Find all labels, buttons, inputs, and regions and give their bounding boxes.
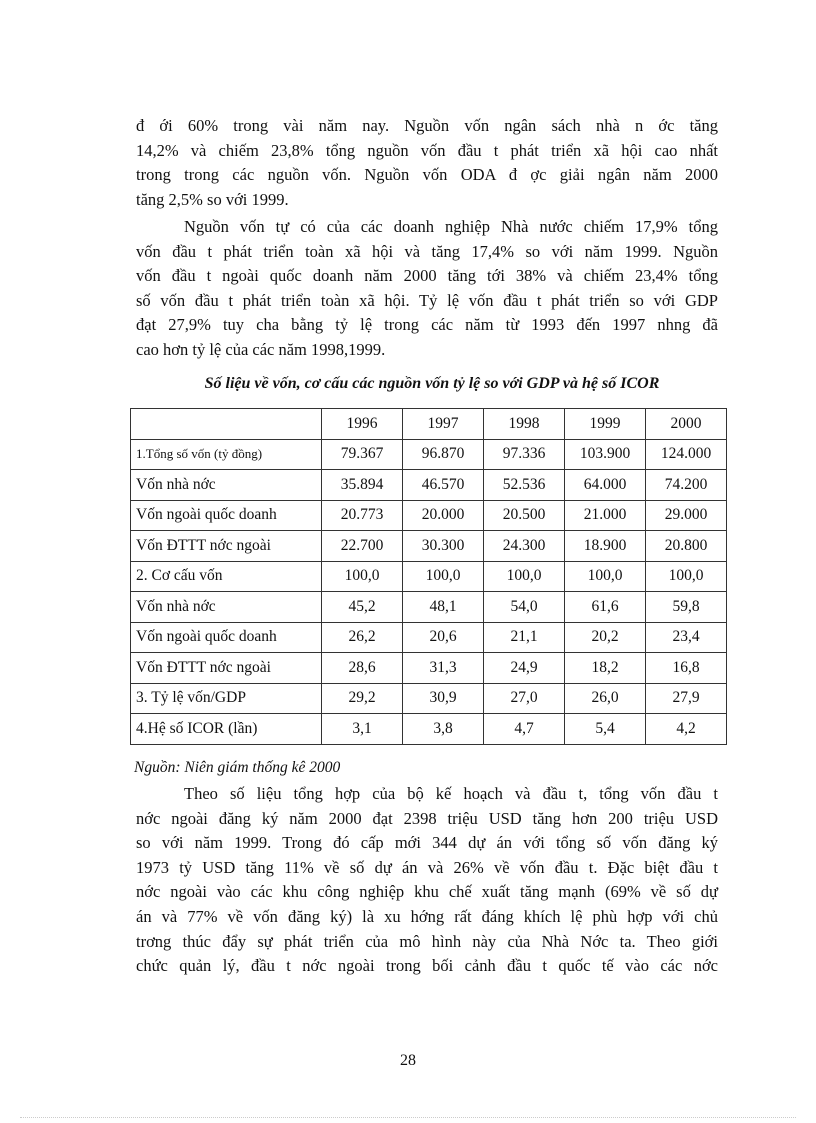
table-cell: 23,4 [646,622,727,653]
table-cell: 20.500 [484,500,565,531]
table-cell: 54,0 [484,592,565,623]
year-header: 1997 [403,409,484,440]
table-cell: 27,0 [484,683,565,714]
text-line: 1973 tỷ USD tăng 11% về số dự án và 26% về vốn đầu t. Đặc biệt đầu t [136,857,718,877]
table-cell: 5,4 [565,714,646,745]
table-cell: 21.000 [565,500,646,531]
table-row [131,653,727,684]
table-cell: 79.367 [322,439,403,470]
table-row [131,683,727,714]
row-label: 1.Tổng số vốn (tỷ đồng) [131,439,322,470]
table-cell: 96.870 [403,439,484,470]
table-cell: 20,6 [403,622,484,653]
table-cell: 64.000 [565,470,646,501]
table-source-note: Nguồn: Niên giám thống kê 2000 [134,759,341,776]
table-row [131,714,727,745]
table-cell: 30.300 [403,531,484,562]
table-cell: 16,8 [646,653,727,684]
table-cell: 100,0 [403,561,484,592]
table-cell: 22.700 [322,531,403,562]
text-line: án và 77% về vốn đăng ký) là xu hớng rất đáng khích lệ phù hợp với chủ [136,906,718,926]
table-cell: 97.336 [484,439,565,470]
row-label: Vốn ngoài quốc doanh [131,622,322,653]
row-label: Vốn ngoài quốc doanh [131,500,322,531]
table-cell: 27,9 [646,683,727,714]
table-cell: 29,2 [322,683,403,714]
text-line: so với năm 1999. Trong đó cấp mới 344 dự án với tổng số vốn đăng ký [136,833,718,853]
text-line: nớc ngoài đăng ký năm 2000 đạt 2398 triệu USD tăng hơn 200 triệu USD [136,808,718,828]
row-label: Vốn nhà nớc [131,470,322,501]
table-cell: 3,1 [322,714,403,745]
text-line: Nguồn vốn tự có của các doanh nghiệp Nhà nước chiếm 17,9% tổng [184,217,718,236]
table-row [131,531,727,562]
table-cell: 100,0 [646,561,727,592]
table-row [131,500,727,531]
table-cell: 24,9 [484,653,565,684]
table-row [131,470,727,501]
text-line: trong trong các nguồn vốn. Nguồn vốn ODA đ ợc giải ngân năm 2000 [136,165,718,185]
table-cell: 46.570 [403,470,484,501]
table-cell: 52.536 [484,470,565,501]
table-cell: 103.900 [565,439,646,470]
table-cell: 26,2 [322,622,403,653]
table-cell: 31,3 [403,653,484,684]
table-cell: 20.000 [403,500,484,531]
text-line: nớc ngoài vào các khu công nghiệp khu chế xuất tăng mạnh (69% về số dự [136,882,718,902]
year-header: 1999 [565,409,646,440]
paragraph-1 [136,114,718,212]
header-empty-cell [131,409,322,440]
paragraph-3 [136,782,718,979]
table-cell: 4,2 [646,714,727,745]
text-line: đạt 27,9% tuy cha bằng tỷ lệ trong các năm từ 1993 đến 1997 nhng đã [136,315,718,335]
text-line: vốn đầu t ngoài quốc doanh năm 2000 tăng tới 38% và chiếm 23,4% tổng [136,266,718,286]
table-cell: 124.000 [646,439,727,470]
text-line: 14,2% và chiếm 23,8% tổng nguồn vốn đầu t phát triển xã hội cao nhất [136,140,718,160]
table-row [131,622,727,653]
year-header: 1996 [322,409,403,440]
table-cell: 26,0 [565,683,646,714]
table-cell: 29.000 [646,500,727,531]
table-cell: 100,0 [484,561,565,592]
text-line: vốn đầu t phát triển toàn xã hội và tăng 17,4% so với năm 1999. Nguồn [136,241,718,261]
table-cell: 30,9 [403,683,484,714]
row-label: 2. Cơ cấu vốn [131,561,322,592]
table-cell: 3,8 [403,714,484,745]
row-label: 3. Tỷ lệ vốn/GDP [131,683,322,714]
table-caption: Số liệu về vốn, cơ cấu các nguồn vốn tỷ lệ so với GDP và hệ số ICOR [204,375,660,392]
text-line: số vốn đầu t phát triển toàn xã hội. Tỷ lệ vốn đầu t phát triển so với GDP [136,290,718,310]
row-label: Vốn ĐTTT nớc ngoài [131,531,322,562]
paragraph-2 [136,215,718,363]
table-cell: 20,2 [565,622,646,653]
table-row [131,592,727,623]
table-cell: 74.200 [646,470,727,501]
table-cell: 45,2 [322,592,403,623]
year-header: 2000 [646,409,727,440]
table-row [131,561,727,592]
table-row [131,439,727,470]
table-cell: 100,0 [565,561,646,592]
table-cell: 61,6 [565,592,646,623]
text-line: cao hơn tỷ lệ của các năm 1998,1999. [136,339,386,359]
table-cell: 28,6 [322,653,403,684]
table-cell: 59,8 [646,592,727,623]
row-label: Vốn ĐTTT nớc ngoài [131,653,322,684]
text-line: tăng 2,5% so với 1999. [136,189,289,209]
table-cell: 35.894 [322,470,403,501]
table-cell: 20.800 [646,531,727,562]
year-header: 1998 [484,409,565,440]
text-line: Theo số liệu tổng hợp của bộ kế hoạch và đầu t, tổng vốn đầu t [184,784,718,803]
table-cell: 4,7 [484,714,565,745]
table-cell: 48,1 [403,592,484,623]
table-cell: 21,1 [484,622,565,653]
text-line: chức quản lý, đầu t nớc ngoài trong bối cảnh đầu t quốc tế vào các nớc [136,956,718,976]
capital-table [130,408,727,745]
row-label: 4.Hệ số ICOR (lần) [131,714,322,745]
table-cell: 20.773 [322,500,403,531]
table-cell: 100,0 [322,561,403,592]
text-line: trơng thúc đẩy sự phát triển của mô hình này của Nhà Nớc ta. Theo giới [136,931,718,951]
row-label: Vốn nhà nớc [131,592,322,623]
table-cell: 18.900 [565,531,646,562]
table-header-row [131,409,727,440]
page-bottom-divider [20,1117,796,1118]
text-line: đ ới 60% trong vài năm nay. Nguồn vốn ngân sách nhà n ớc tăng [136,116,718,135]
page-number: 28 [400,1052,416,1069]
table-cell: 18,2 [565,653,646,684]
table-cell: 24.300 [484,531,565,562]
